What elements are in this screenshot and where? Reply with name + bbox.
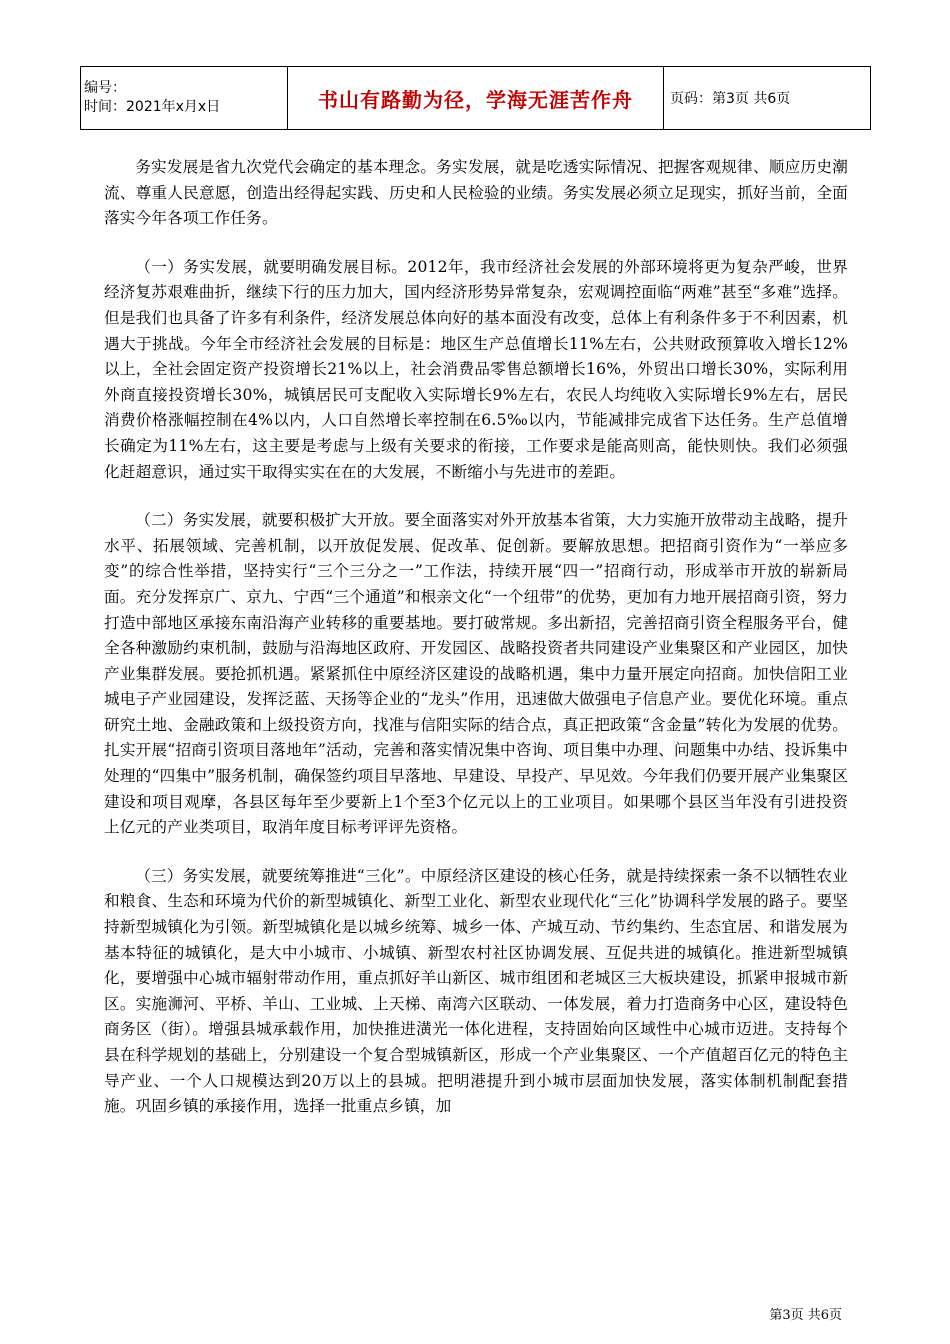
header-motto-cell: [288, 67, 664, 130]
paragraph-intro: 务实发展是省九次党代会确定的基本理念。务实发展，就是吃透实际情况、把握客观规律、顺应历史潮流、尊重人民意愿，创造出经得起实践、历史和人民检验的业绩。务实发展必须立足现实，抓好当前，全面落实今年各项工作任务。: [104, 158, 848, 228]
paragraph-goals: （一）务实发展，就要明确发展目标。2012年，我市经济社会发展的外部环境将更为复杂严峻，世界经济复苏艰难曲折，继续下行的压力加大，国内经济形势异常复杂，宏观调控面临“两难”甚至“多难”选择。但是我们也具备了许多有利条件，经济发展总体向好的基本面没有改变，总体上有利条件多于不利因素，机遇大于挑战。今年全市经济社会发展的目标是：地区生产总值增长11%左右，公共财政预算收入增长12%以上，全社会固定资产投资增长21%以上，社会消费品零售总额增长16%，外贸出口增长30%，实际利用外商直接投资增长30%，城镇居民可支配收入实际增长9%左右，农民人均纯收入实际增长9%左右，居民消费价格涨幅控制在4%以内，人口自然增长率控制在6.5‰以内，节能减排完成省下达任务。生产总值增长确定为11%左右，这主要是考虑与上级有关要求的衔接，工作要求是能高则高，能快则快。我们必须强化赶超意识，通过实干取得实实在在的大发展，不断缩小与先进市的差距。: [104, 257, 848, 481]
paragraph-opening-up: （二）务实发展，就要积极扩大开放。要全面落实对外开放基本省策，大力实施开放带动主战略，提升水平、拓展领域、完善机制，以开放促发展、促改革、促创新。要解放思想。把招商引资作为“一举应多变”的综合性举措，坚持实行“三个三分之一”工作法，持续开展“四一”招商行动，形成举市开放的崭新局面。充分发挥京广、京九、宁西“三个通道”和根亲文化“一个纽带”的优势，更加有力地开展招商引资，努力打造中部地区承接东南沿海产业转移的重要基地。要打破常规。多出新招，完善招商引资全程服务平台，健全各种激励约束机制，鼓励与沿海地区政府、开发园区、战略投资者共同建设产业集聚区和产业园区，加快产业集群发展。要抢抓机遇。紧紧抓住中原经济区建设的战略机遇，集中力量开展定向招商。加快信阳工业城电子产业园建设，发挥泛蓝、天扬等企业的“龙头”作用，迅速做大做强电子信息产业。要优化环境。重点研究土地、金融政策和上级投资方向，找准与信阳实际的结合点，真正把政策“含金量”转化为发展的优势。扎实开展“招商引资项目落地年”活动，完善和落实情况集中咨询、项目集中办理、问题集中办结、投诉集中处理的“四集中”服务机制，确保签约项目早落地、早建设、早投产、早见效。今年我们仍要开展产业集聚区建设和项目观摩，各县区每年至少要新上1个至3个亿元以上的工业项目。如果哪个县区当年没有引进投资上亿元的产业类项目，取消年度目标考评评先资格。: [104, 511, 848, 837]
time-label: 时间：2021年x月x日: [84, 99, 221, 115]
serial-label: 编号：: [84, 80, 126, 96]
page-footer: 第3页 共6页: [769, 1308, 842, 1323]
page-code: 页码：第3页 共6页: [670, 91, 791, 107]
motto-text: 书山有路勤为径，学海无涯苦作舟: [318, 87, 633, 112]
header-meta-cell: [81, 67, 288, 130]
document-header: [80, 66, 871, 130]
document-body: [104, 155, 848, 1143]
header-page-cell: [664, 67, 871, 130]
paragraph-three-modernizations: （三）务实发展，就要统筹推进“三化”。中原经济区建设的核心任务，就是持续探索一条不以牺牲农业和粮食、生态和环境为代价的新型城镇化、新型工业化、新型农业现代化“三化”协调科学发展的路子。要坚持新型城镇化为引领。新型城镇化是以城乡统筹、城乡一体、产城互动、节约集约、生态宜居、和谐发展为基本特征的城镇化，是大中小城市、小城镇、新型农村社区协调发展、互促共进的城镇化。推进新型城镇化，要增强中心城市辐射带动作用，重点抓好羊山新区、城市组团和老城区三大板块建设，抓紧申报城市新区。实施浉河、平桥、羊山、工业城、上天梯、南湾六区联动、一体发展，着力打造商务中心区，建设特色商务区（街）。增强县城承载作用，加快推进潢光一体化进程，支持固始向区域性中心城市迈进。支持每个县在科学规划的基础上，分别建设一个复合型城镇新区，形成一个产业集聚区、一个产值超百亿元的特色主导产业、一个人口规模达到20万以上的县城。把明港提升到小城市层面加快发展，落实体制机制配套措施。巩固乡镇的承接作用，选择一批重点乡镇，加: [104, 866, 848, 1116]
